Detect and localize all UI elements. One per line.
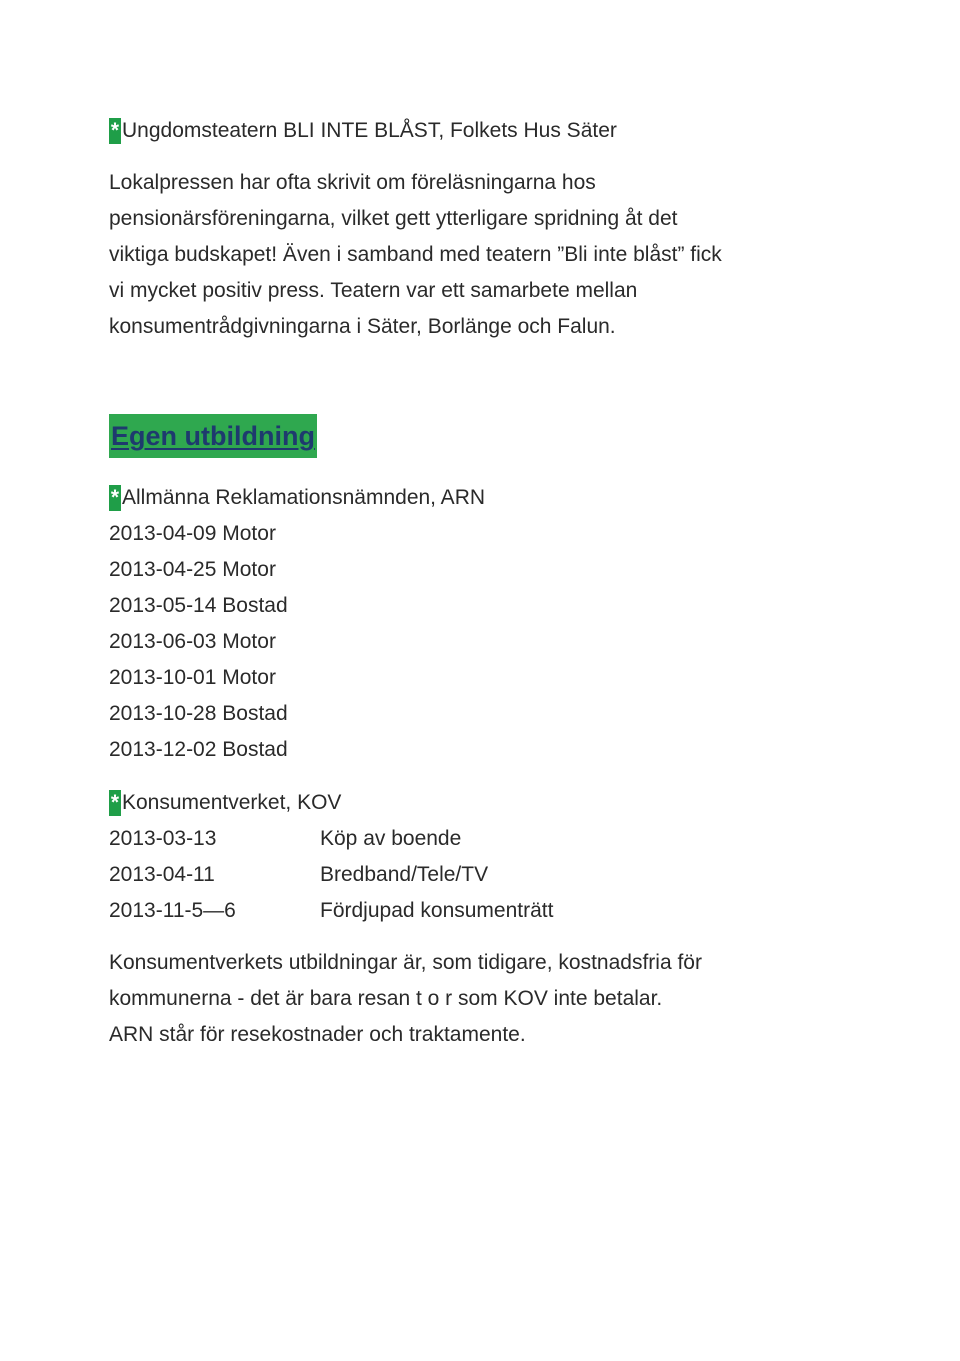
closing-line: Konsumentverkets utbildningar är, som tidigare, kostnadsfria för bbox=[109, 951, 702, 974]
section-heading-egen-utbildning: Egen utbildning bbox=[109, 414, 317, 458]
arn-entry: 2013-12-02 Bostad bbox=[109, 738, 288, 761]
closing-line: ARN står för resekostnader och traktamente. bbox=[109, 1023, 526, 1046]
arn-heading bbox=[109, 484, 485, 512]
kov-entry-date: 2013-11-5—6 bbox=[109, 899, 236, 922]
theatre-heading bbox=[109, 117, 617, 145]
kov-heading-text: Konsumentverket, KOV bbox=[122, 791, 342, 814]
kov-entry-date: 2013-04-11 bbox=[109, 863, 215, 886]
asterisk-marker: * bbox=[110, 791, 120, 814]
paragraph-line: Lokalpressen har ofta skrivit om föreläsningarna hos bbox=[109, 171, 596, 194]
kov-entry-topic: Fördjupad konsumenträtt bbox=[320, 899, 554, 922]
arn-entry: 2013-06-03 Motor bbox=[109, 630, 276, 653]
kov-entry bbox=[109, 825, 462, 853]
paragraph-line: pensionärsföreningarna, vilket gett ytterligare spridning åt det bbox=[109, 207, 678, 230]
arn-heading-text: Allmänna Reklamationsnämnden, ARN bbox=[122, 486, 486, 509]
arn-entry: 2013-04-09 Motor bbox=[109, 522, 276, 545]
arn-entry: 2013-10-01 Motor bbox=[109, 666, 276, 689]
kov-entry bbox=[109, 897, 554, 925]
paragraph-line: konsumentrådgivningarna i Säter, Borlänge och Falun. bbox=[109, 315, 616, 338]
kov-entry-topic: Köp av boende bbox=[320, 827, 462, 850]
kov-entry bbox=[109, 861, 489, 889]
closing-line: kommunerna - det är bara resan t o r som KOV inte betalar. bbox=[109, 987, 663, 1010]
theatre-heading-text: Ungdomsteatern BLI INTE BLÅST, Folkets Hus Säter bbox=[122, 119, 617, 142]
paragraph-line: viktiga budskapet! Även i samband med teatern ”Bli inte blåst” fick bbox=[109, 243, 722, 266]
arn-entry: 2013-05-14 Bostad bbox=[109, 594, 288, 617]
kov-heading bbox=[109, 789, 341, 817]
arn-entry: 2013-10-28 Bostad bbox=[109, 702, 288, 725]
asterisk-marker: * bbox=[110, 486, 120, 509]
asterisk-marker: * bbox=[110, 119, 120, 142]
arn-entry: 2013-04-25 Motor bbox=[109, 558, 276, 581]
paragraph-line: vi mycket positiv press. Teatern var ett samarbete mellan bbox=[109, 279, 638, 302]
kov-entry-date: 2013-03-13 bbox=[109, 827, 217, 850]
kov-entry-topic: Bredband/Tele/TV bbox=[320, 863, 489, 886]
